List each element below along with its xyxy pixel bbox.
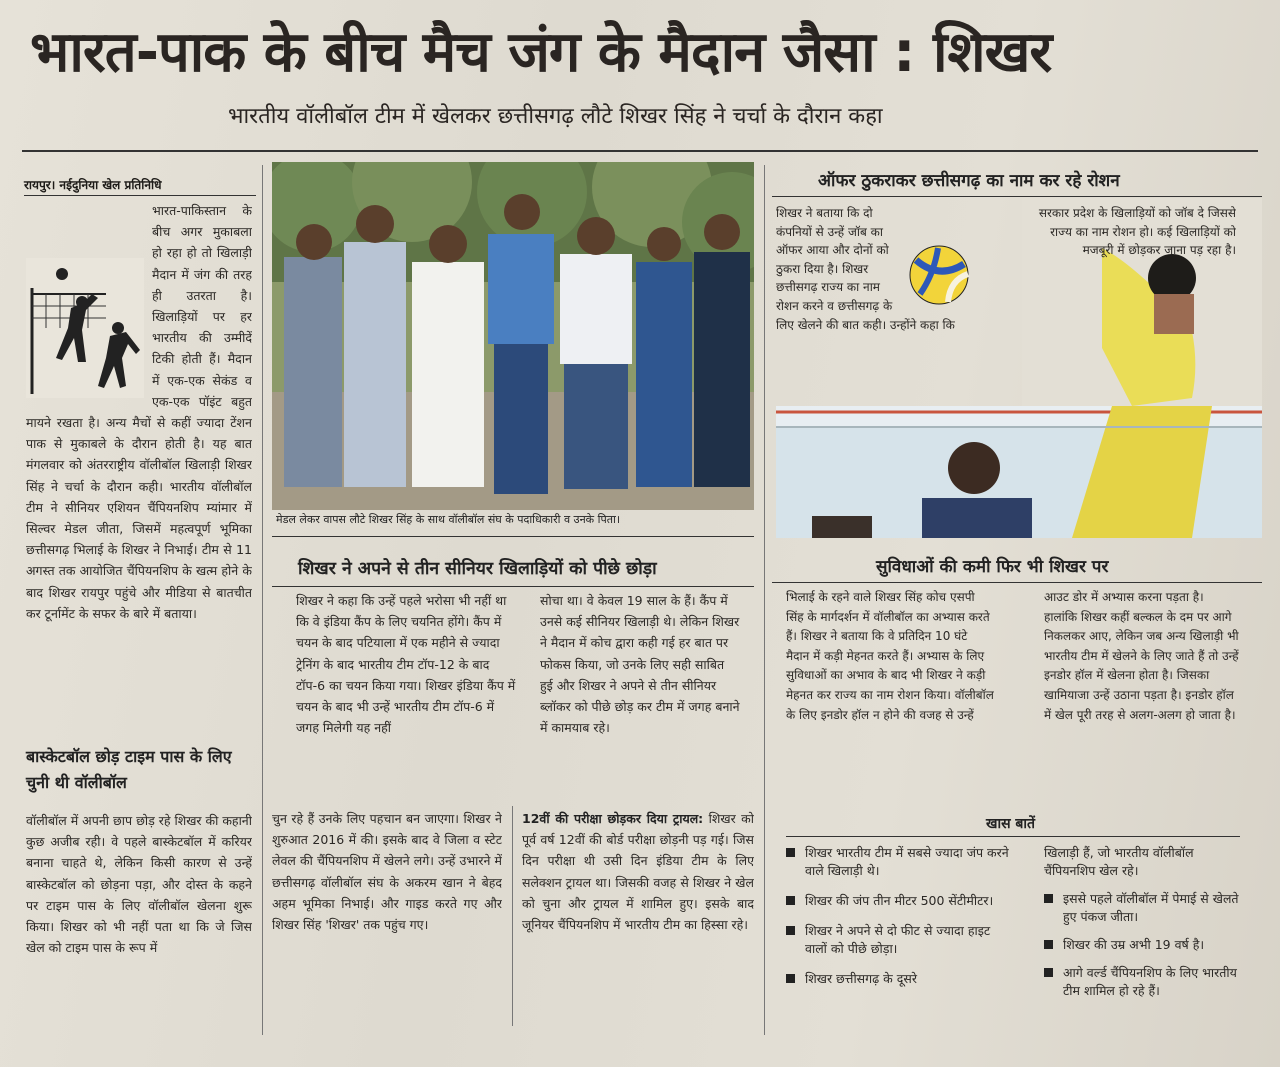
col1-body-2: वॉलीबॉल में अपनी छाप छोड़ रहे शिखर की कहानी कुछ अजीब रही। वे पहले बास्केटबॉल में करियर बनाना चाहते थे, लेकिन किसी कारण से उन्हें बास्केटबॉल को छोड़ना पड़ा, और दोस्त के कहने पर टाइम पास के लिए वॉलीबॉल खेलना शुरू किया। शिखर को भी नहीं पता था कि जे जिस खेल को टाइम पास के रूप में — [26, 813, 252, 956]
illustration-float — [26, 200, 152, 398]
right-subhead-1: ऑफर ठुकराकर छत्तीसगढ़ का नाम कर रहे रोशन — [818, 171, 1120, 191]
bullet-square-icon — [1044, 968, 1053, 977]
exam-subhead: 12वीं की परीक्षा छोड़कर दिया ट्रायल: — [522, 811, 704, 826]
col1-body — [26, 200, 252, 740]
bullet-square-icon — [1044, 940, 1053, 949]
right-text-2: सरकार प्रदेश के खिलाड़ियों को जॉब दे जिससे राज्य का नाम रोशन हो। कई खिलाड़ियों को मजबूरी में छोड़कर जाना पड़ रहा है। — [1038, 206, 1236, 258]
right-rule-2 — [772, 582, 1262, 583]
offer-text: शिखर ने बताया कि दो कंपनियों से उन्हें जॉब का ऑफर आया और दोनों को ठुकरा दिया है। शिखर छत्तीसगढ़ राज्य का नाम रोशन करने व छत्तीसगढ़ के लिए खेलने की बात कही। उन्होंने कहा कि — [776, 206, 955, 332]
bullet-item: शिखर की जंप तीन मीटर 500 सेंटीमीटर। — [786, 892, 1016, 910]
mid-col-2: सोचा था। वे केवल 19 साल के हैं। कैंप में उनसे कई सीनियर खिलाड़ी थे। लेकिन शिखर ने मैदान में कोच द्वारा कही गई हर बात पर फोकस किया, जो उनके लिए सही साबित हुई और शिखर ने अपने से तीन सीनियर ब्लॉकर को पीछे छोड़ कर टीम में जगह बनाने में कामयाब रहे। — [540, 593, 740, 736]
bullet-item: शिखर की उम्र अभी 19 वर्ष है। — [1044, 936, 1240, 954]
mid-col-3: चुन रहे हैं उनके लिए पहचान बन जाएगा। शिखर ने शुरुआत 2016 में की। इसके बाद वे जिला व स्टेट लेवल की चैंपियनशिप में खेलने लगे। उन्हें उभारने में छत्तीसगढ़ वॉलीबॉल संघ के अकरम खान ने बेहद अहम भूमिका निभाई। और गाइड करते गए और शिखर सिंह 'शिखर' तक पहुंच गए। — [272, 811, 502, 933]
bullet-square-icon — [1044, 894, 1053, 903]
right-rule-1 — [772, 196, 1262, 197]
mid-col-1: शिखर ने कहा कि उन्हें पहले भरोसा भी नहीं था कि वे इंडिया कैंप के लिए चयनित होंगे। कैंप में चयन के बाद पटियाला में एक महीने से ज्यादा ट्रेनिंग के बाद भारतीय टीम टॉप-12 के बाद टॉप-6 का चयन किया गया। शिखर इंडिया कैंप में चयन के बाद भी उन्हें भारतीय टीम टॉप-6 में जगह मिलेगी यह नहीं — [296, 593, 516, 736]
bullet-item: आगे वर्ल्ड चैंपियनशिप के लिए भारतीय टीम शामिल हो रहे हैं। — [1044, 964, 1240, 1000]
right-col-1: भिलाई के रहने वाले शिखर सिंह कोच एसपी सिंह के मार्गदर्शन में वॉलीबॉल का अभ्यास करते हैं। शिखर ने बताया कि वे प्रतिदिन 10 घंटे मैदान में कड़ी मेहनत करते हैं। अभ्यास के लिए सुविधाओं का अभाव के बाद भी शिखर ने कड़ी मेहनत कर राज्य का नाम रोशन किया। वॉलीबॉल के लिए इनडोर हॉल न होने की वजह से उन्हें — [786, 590, 994, 722]
exam-text: शिखर को पूर्व वर्ष 12वीं की बोर्ड परीक्षा छोड़नी पड़ गई। जिस दिन परीक्षा थी उसी दिन इंडिया टीम के लिए सलेक्शन ट्रायल था। जिसकी वजह से शिखर ने खेल को चुना और ट्रायल में शामिल हुए। इसके बाद जूनियर चैंपियनशिप में भारतीय टीम का हिस्सा रहे। — [522, 811, 754, 933]
bullet-item: शिखर छत्तीसगढ़ के दूसरे — [786, 970, 1016, 988]
column-divider-2 — [512, 806, 513, 1026]
khas-rule — [786, 836, 1240, 837]
right-subhead-2: सुविधाओं की कमी फिर भी शिखर पर — [876, 557, 1109, 577]
column-divider-3 — [764, 165, 765, 1035]
mid-rule — [272, 536, 754, 537]
photo-caption: मेडल लेकर वापस लौटे शिखर सिंह के साथ वॉलीबॉल संघ के पदाधिकारी व उनके पिता। — [276, 513, 621, 526]
bullet-square-icon — [786, 848, 795, 857]
khas-baatein-heading: खास बातें — [986, 816, 1036, 832]
col1-paragraph: भारत-पाकिस्तान के बीच अगर मुकाबला हो रहा हो तो खिलाड़ी मैदान में जंग की तरह ही उतरता है। खिलाड़ियों पर हर भारतीय की उम्मीदें टिकी होती हैं। मैदान में एक-एक सेकंड व एक-एक पॉइंट बहुत मायने रखता है। अन्य मैचों से कहीं ज्यादा टेंशन पाक से मुकाबले के दौरान होती है। यह बात मंगलवार को अंतरराष्ट्रीय वॉलीबॉल खिलाड़ी शिखर सिंह ने चर्चा के दौरान कही। भारतीय वॉलीबॉल टीम ने सीनियर एशियन चैंपियनशिप म्यांमार में सिल्वर मेडल जीता, जिसमें महत्वपूर्ण भूमिका छत्तीसगढ़ भिलाई के शिखर ने निभाई। टीम से 11 अगस्त तक आयोजित चैंपियनशिप के खत्म होने के बाद शिखर रायपुर पहुंचे और मीडिया से बातचीत कर टूर्नामेंट के सफर के बारे में बताया। — [26, 203, 252, 621]
bullet-square-icon — [786, 926, 795, 935]
mid-subhead-rule — [272, 586, 754, 587]
bullet-continuation: खिलाड़ी हैं, जो भारतीय वॉलीबॉल चैंपियनशिप खेल रहे। — [1044, 845, 1194, 878]
bullet-item: इससे पहले वॉलीबॉल में पेमाई से खेलते हुए पंकज जीता। — [1044, 890, 1240, 926]
bullet-item: शिखर ने अपने से दो फीट से ज्यादा हाइट वालों को पीछे छोड़ा। — [786, 922, 1016, 958]
mid-subhead: शिखर ने अपने से तीन सीनियर खिलाड़ियों को पीछे छोड़ा — [298, 559, 657, 579]
bullet-square-icon — [786, 974, 795, 983]
deck: भारतीय वॉलीबॉल टीम में खेलकर छत्तीसगढ़ लौटे शिखर सिंह ने चर्चा के दौरान कहा — [228, 104, 883, 129]
column-divider-1 — [262, 165, 263, 1035]
bullet-square-icon — [786, 896, 795, 905]
headline: भारत-पाक के बीच मैच जंग के मैदान जैसा : शिखर — [30, 20, 1052, 85]
mid-col-4 — [522, 808, 754, 1028]
right-col-2: आउट डोर में अभ्यास करना पड़ता है। हालांकि शिखर कहीं बल्कल के दम पर आगे निकलकर आए, लेकिन जब अन्य खिलाड़ी भी भारतीय टीम में खेलने के लिए जाते हैं तो उन्हें इनडोर हॉल में खेलना होता है। जिसका खामियाजा उन्हें उठाना पड़ता है। इनडोर हॉल में खेल पूरी तरह से अलग-अलग हो जाता है। — [1044, 590, 1239, 722]
col1-subhead: बास्केटबॉल छोड़ टाइम पास के लिए चुनी थी वॉलीबॉल — [26, 747, 232, 792]
khas-list-left — [786, 844, 1016, 988]
byline-rule — [24, 195, 256, 196]
team-photo — [272, 162, 754, 510]
byline: रायपुर। नईदुनिया खेल प्रतिनिधि — [24, 178, 162, 192]
header-rule — [22, 150, 1258, 152]
khas-list-right — [1044, 844, 1240, 1000]
bullet-item: शिखर भारतीय टीम में सबसे ज्यादा जंप करने वाले खिलाड़ी थे। — [786, 844, 1016, 880]
